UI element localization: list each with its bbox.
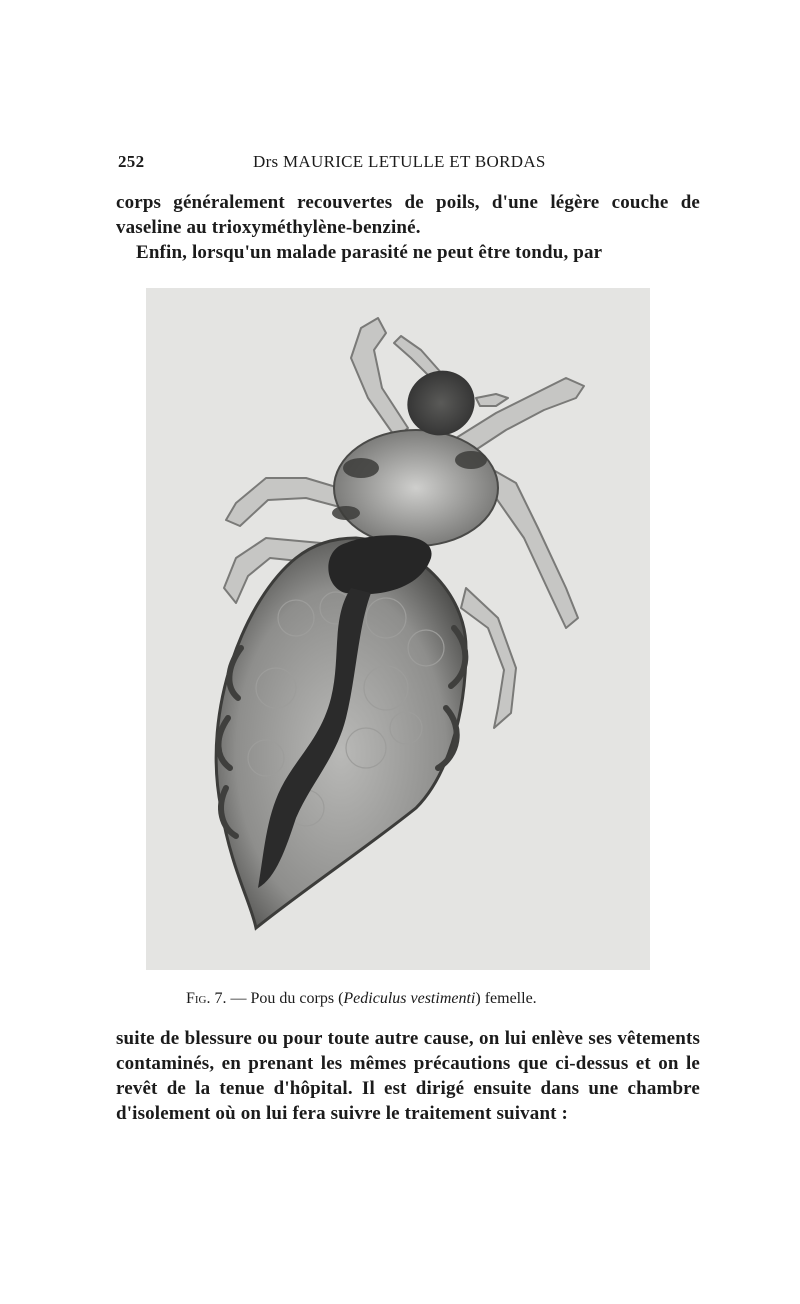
running-head: [118, 152, 688, 176]
paragraph-bottom: suite de blessure ou pour toute autre cause, on lui enlève ses vêtements contaminés, en prenant les mêmes précautions que ci-dessus et on le revêt de la tenue d'hôpital. Il est dirigé ensuite dans une chambre d'isolement où on lui fera suivre le traitement suivant :: [116, 1028, 700, 1124]
running-title: Drs MAURICE LETULLE ET BORDAS: [253, 152, 546, 171]
caption-species: Pediculus vestimenti: [343, 990, 476, 1007]
caption-label: Fig. 7.: [186, 990, 227, 1007]
paragraph-top-2: Enfin, lorsqu'un malade parasité ne peut être tondu, par: [136, 242, 603, 263]
figure-louse-photo: [146, 288, 650, 970]
caption-tail: ) femelle.: [475, 990, 537, 1007]
paragraph-top-1: corps généralement recouvertes de poils, d'une légère couche de vaseline au trioxyméthylène-benziné.: [116, 192, 700, 238]
figure-caption: [186, 990, 646, 1008]
caption-text: — Pou du corps (: [226, 990, 344, 1007]
louse-illustration: [146, 288, 650, 970]
louse-thorax: [334, 430, 498, 546]
page-number: 252: [118, 152, 145, 171]
photo-plate: [146, 288, 650, 970]
